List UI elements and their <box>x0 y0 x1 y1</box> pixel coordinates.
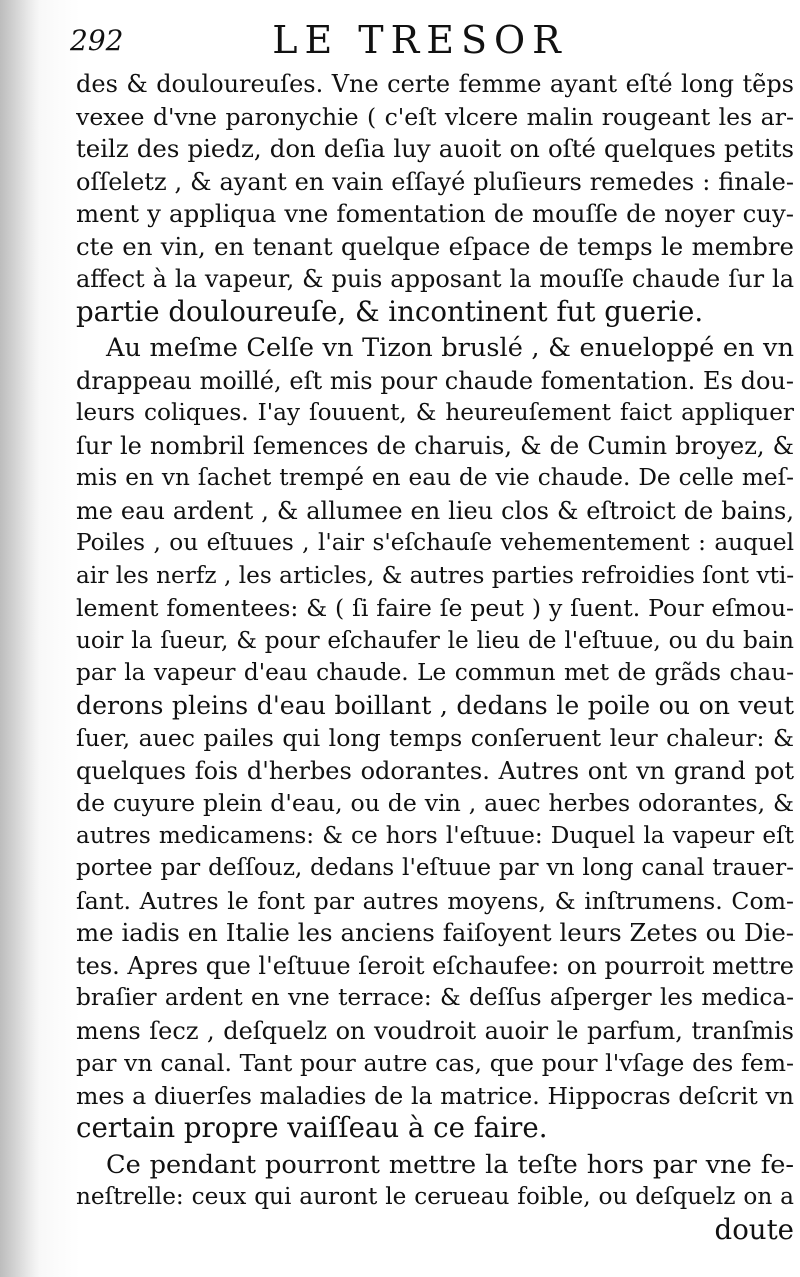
gutter-shadow <box>0 0 40 1277</box>
text-line: teilz des piedz, don deſia luy auoit on oſté quelques petits <box>76 134 794 163</box>
text-line: partie douloureuſe, & incontinent fut guerie. <box>76 295 704 328</box>
text-line: lement fomentees: & ( ſi faire ſe peut ) y ſuent. Pour eſmou- <box>76 594 794 622</box>
text-line: autres medicamens: & ce hors l'eſtuue: Duquel la vapeur eſt <box>76 821 794 849</box>
text-line: mis en vn ſachet trempé en eau de vie chaude. De celle meſ- <box>76 464 794 491</box>
text-line: drappeau moillé, eſt mis pour chaude fomentation. Es dou- <box>76 366 794 395</box>
text-line: braſier ardent en vne terrace: & deſſus aſperger les medica- <box>76 984 794 1011</box>
text-line: ment y appliqua vne fomentation de mouſſe de noyer cuy- <box>76 199 794 228</box>
text-line: ſur le nombril ſemences de charuis, & de Cumin broyez, & <box>76 431 794 460</box>
text-line: me iadis en Italie les anciens faiſoyent leurs Zetes ou Die- <box>76 918 794 947</box>
text-line: ſuer, auec pailes qui long temps conſeruent leur chaleur: & <box>76 724 794 752</box>
catchword: doute <box>714 1213 794 1246</box>
text-line: des & douloureuſes. Vne certe femme ayant eſté long tẽps <box>76 70 794 98</box>
text-line: certain propre vaiſſeau à ce faire. <box>76 1112 548 1144</box>
text-line: leurs coliques. I'ay ſouuent, & heureuſement faict appliquer <box>76 399 794 426</box>
text-line: air les nerfz , les articles, & autres parties refroidies ſont vti- <box>76 561 794 589</box>
text-line: de cuyure plein d'eau, ou de vin , auec herbes odorantes, & <box>76 789 794 817</box>
paragraph <box>76 332 794 1145</box>
text-line: neſtrelle: ceux qui auront le cerueau foible, ou deſquelz on a <box>76 1183 794 1210</box>
text-line: portee par deſſouz, dedans l'eſtuue par vn long canal trauer- <box>76 854 794 881</box>
text-line: mes a diuerſes maladies de la matrice. Hippocras deſcrit vn <box>76 1081 794 1110</box>
text-line: uoir la ſueur, & pour eſchaufer le lieu de l'eſtuue, ou du bain <box>76 626 794 654</box>
text-line: quelques fois d'herbes odorantes. Autres ont vn grand pot <box>76 756 794 785</box>
text-line: derons pleins d'eau boillant , dedans le poile ou on veut <box>76 690 794 720</box>
text-line: affect à la vapeur, & puis apposant la mouſſe chaude ſur la <box>76 265 794 293</box>
text-line: mens ſecz , deſquelz on voudroit auoir le parfum, tranſmis <box>76 1016 794 1045</box>
body-text <box>76 68 794 1246</box>
text-line: vexee d'vne paronychie ( c'eſt vlcere malin rougeant les ar- <box>76 102 794 131</box>
text-line: Poiles , ou eſtuues , l'air s'eſchauſe vehementement : auquel <box>76 529 794 556</box>
text-line: Ce pendant pourront mettre la teſte hors par vne fe- <box>106 1149 794 1180</box>
text-line: par la vapeur d'eau chaude. Le commun met de grãds chau- <box>76 659 794 686</box>
text-line: par vn canal. Tant pour autre cas, que pour l'vſage des fem- <box>76 1049 794 1077</box>
paragraph <box>76 68 794 328</box>
text-line: tes. Apres que l'eſtuue ſeroit eſchaufee: on pourroit mettre <box>76 951 794 980</box>
running-title: LE TRESOR <box>272 18 568 62</box>
text-line: ſant. Autres le font par autres moyens, & inſtrumens. Com- <box>76 886 794 915</box>
page-number: 292 <box>70 24 124 57</box>
text-line: oſſeletz , & ayant en vain eſſayé pluſieurs remedes : finale- <box>76 167 794 196</box>
text-line: cte en vin, en tenant quelque eſpace de temps le membre <box>76 231 794 261</box>
paragraph <box>76 1149 794 1247</box>
text-line: Au meſme Celſe vn Tizon bruslé , & enueloppé en vn <box>106 333 794 363</box>
text-line: me eau ardent , & allumee en lieu clos & eſtroict de bains, <box>76 496 794 525</box>
